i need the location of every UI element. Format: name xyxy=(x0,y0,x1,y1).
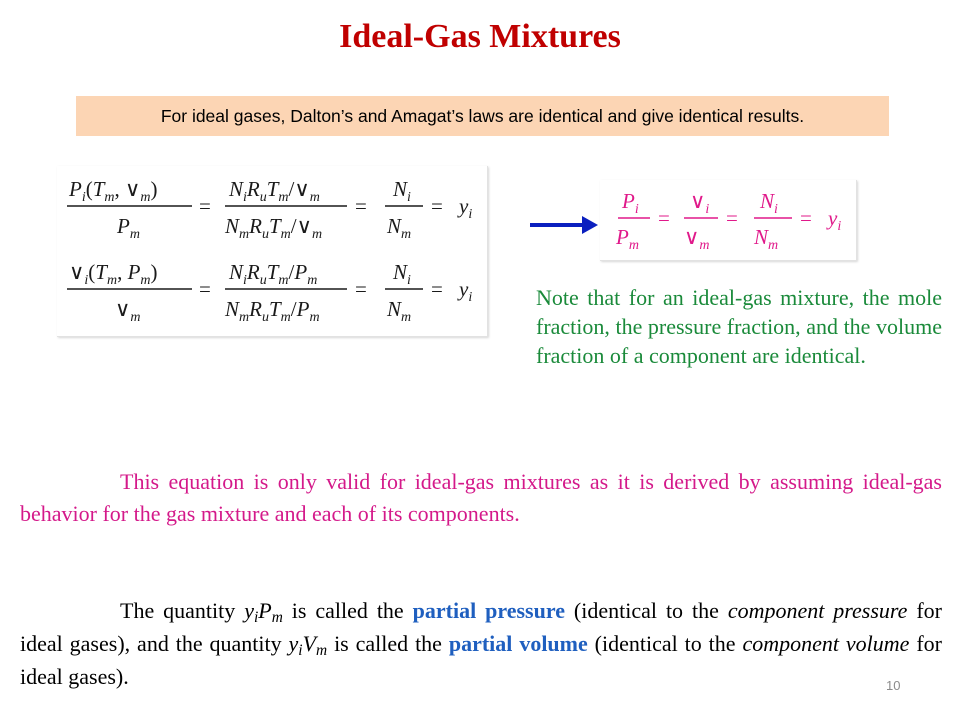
svg-text:yi: $y_i$ xyxy=(459,194,473,222)
svg-text:=: = xyxy=(355,194,367,218)
svg-text:NiRuTm/∨m: $N_iR_uT_m/\vee_m$ xyxy=(229,177,320,205)
note-text: Note that for an ideal-gas mixture, the mole fraction, the pressure fraction, and the volume fraction of a component are identical. xyxy=(536,285,942,368)
svg-text:=: = xyxy=(800,206,812,230)
svg-text:yi: $y_i$ xyxy=(459,277,473,305)
svg-text:Pm: $P_m$ xyxy=(117,214,140,242)
svg-text:∨i(Tm, Pm): $\vee_i(T_m$, $P_m$) xyxy=(69,260,158,288)
quantity-yi-pm: $y_iP_m$ xyxy=(244,598,283,626)
term-partial-pressure: partial pressure xyxy=(412,598,565,623)
svg-text:∨m: $\vee_m$ xyxy=(684,225,710,253)
svg-text:Ni: $N_i$ xyxy=(393,177,411,205)
right-arrow-icon xyxy=(528,212,600,238)
validity-paragraph: This equation is only valid for ideal-gas mixtures as it is derived by assuming ideal-gas behavior for the gas mixture and each of its components. xyxy=(20,469,942,526)
equation-summary-svg xyxy=(600,180,856,260)
equation-block-derivation xyxy=(57,166,488,337)
svg-text:=: = xyxy=(431,194,443,218)
page-number: 10 xyxy=(886,678,901,693)
svg-text:=: = xyxy=(431,277,443,301)
svg-text:yi: $y_i$ xyxy=(828,206,842,234)
quantity-yi-vm: $y_iV_m$ xyxy=(288,631,328,659)
svg-text:∨m: $\vee_m$ xyxy=(115,297,141,325)
svg-text:Nm: $N_m$ xyxy=(387,214,412,242)
banner-callout: For ideal gases, Dalton’s and Amagat’s laws are identical and give identical results. xyxy=(76,96,889,136)
svg-text:=: = xyxy=(658,206,670,230)
svg-text:NiRuTm/Pm: $N_iR_uT_m/P_m$ xyxy=(229,260,318,288)
svg-text:Nm: $N_m$ xyxy=(387,297,412,325)
svg-text:Pi: $P_i$ xyxy=(622,189,639,217)
eq1-numerator-left: $P_i(T_m$, $\vee_m$) xyxy=(69,177,158,205)
svg-text:=: = xyxy=(726,206,738,230)
equation-derivation-svg xyxy=(57,166,487,336)
term-partial-volume: partial volume xyxy=(448,631,588,656)
svg-text:Pm: $P_m$ xyxy=(616,225,639,253)
svg-text:Ni: $N_i$ xyxy=(393,260,411,288)
svg-text:Nm: $N_m$ xyxy=(754,225,779,253)
partial-quantities-paragraph: The quantity $y_iP_m$ is called the partial pressure (identical to the component pressure for ideal gases), and the quantity $y_iV_m$ is called the partial volume (identical to the component volume for ideal gases). xyxy=(20,598,943,689)
svg-text:=: = xyxy=(355,277,367,301)
equation-block-summary xyxy=(600,180,857,261)
svg-text:NmRuTm/Pm: $N_mR_uT_m/P_m$ xyxy=(225,297,320,325)
svg-text:=: = xyxy=(199,277,211,301)
svg-text:=: = xyxy=(199,194,211,218)
svg-text:Ni: $N_i$ xyxy=(760,189,778,217)
slide-title: Ideal-Gas Mixtures xyxy=(339,18,621,55)
svg-text:NmRuTm/∨m: $N_mR_uT_m/\vee_m$ xyxy=(225,214,323,242)
svg-text:∨i: $\vee_i$ xyxy=(690,189,710,217)
